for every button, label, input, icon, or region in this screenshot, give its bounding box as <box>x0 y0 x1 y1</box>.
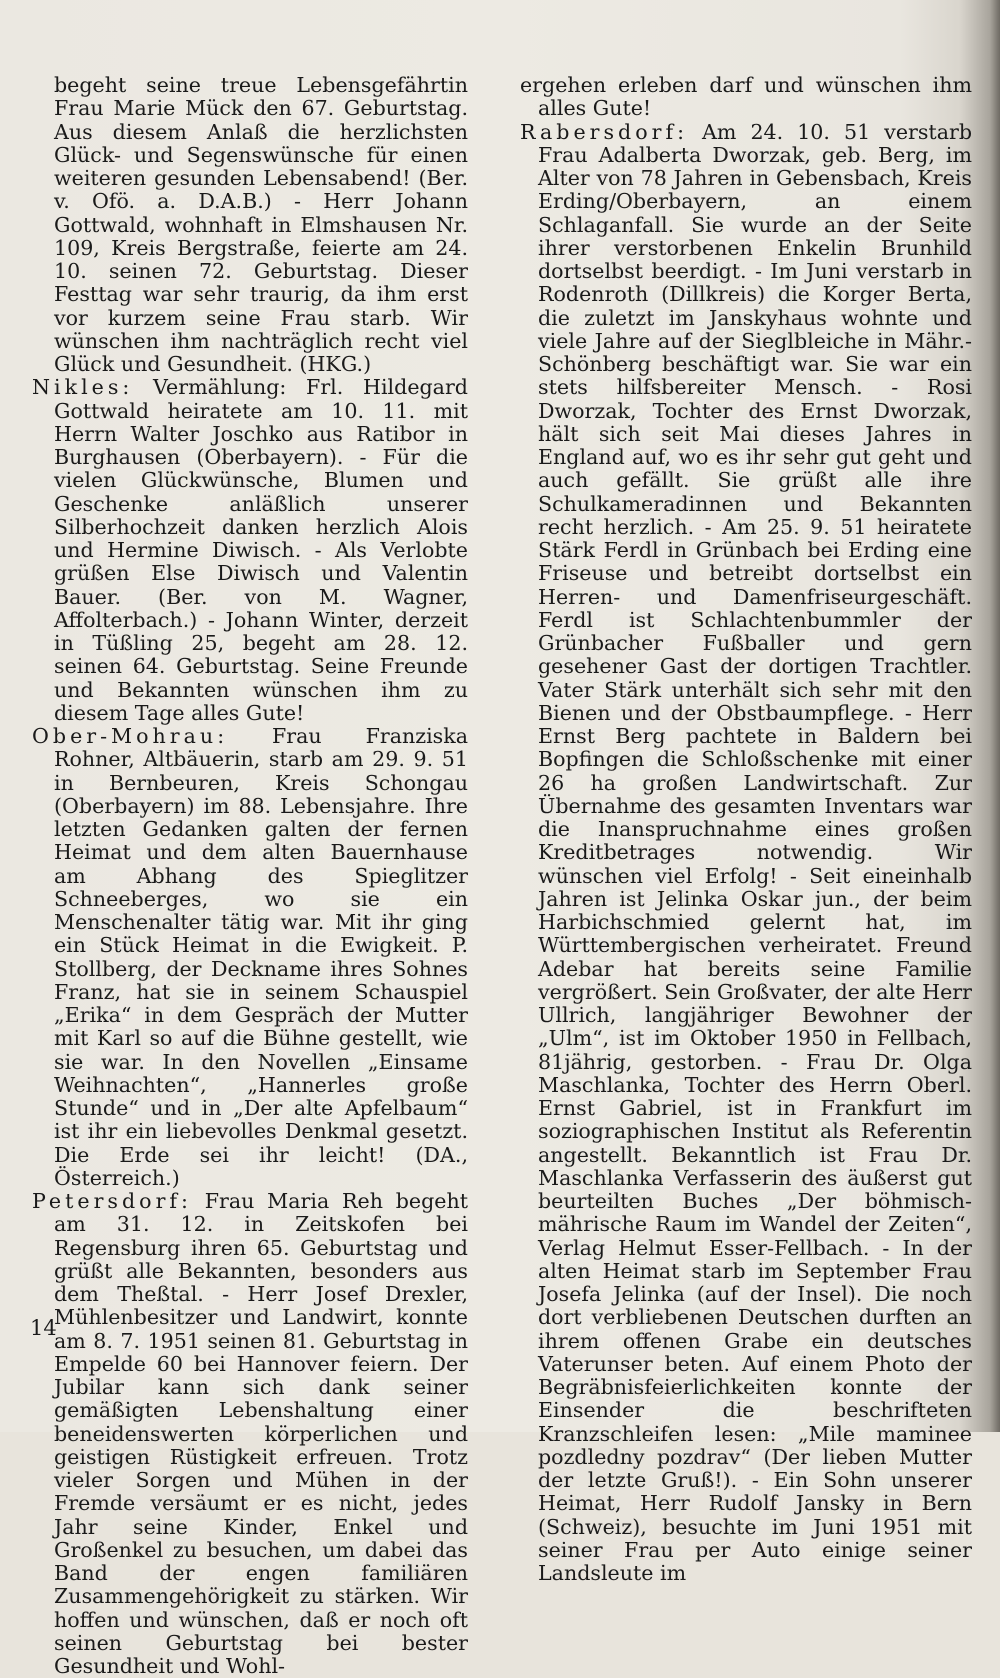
place-heading: Rabersdorf: <box>520 119 689 144</box>
right-continuation-paragraph <box>520 74 972 121</box>
entry-text: Am 24. 10. 51 verstarb Frau Adalberta Dworzak, geb. Berg, im Alter von 78 Jahren in Gebensbach, Kreis Erding/Oberbayern, an einem Schlaganfall. Sie wurde an der Seite ihrer verstorbenen Enkelin Brunhild dortselbst beerdigt. - Im Juni verstarb in Rodenroth (Dillkreis) die Korger Berta, die zuletzt im Janskyhaus wohnte und viele Jahre auf der Sieglbleiche in Mähr.-Schönberg beschäftigt war. Sie war ein stets hilfsbereiter Mensch. - Rosi Dworzak, Tochter des Ernst Dworzak, hält sich seit Mai dieses Jahres in England auf, wo es ihr sehr gut geht und auch gefällt. Sie grüßt alle ihre Schulkameradinnen und Bekannten recht herzlich. - Am 25. 9. 51 heiratete Stärk Ferdl in Grünbach bei Erding eine Friseuse und betreibt dortselbst ein Herren- und Damenfriseurgeschäft. Ferdl ist Schlachtenbummler der Grünbacher Fußballer und gern gesehener Gast der dortigen Trachtler. Vater Stärk unterhält sich sehr mit den Bienen und der Obstbaumpflege. - Herr Ernst Berg pachtete in Baldern bei Bopfingen die Schloßschenke mit einer 26 ha großen Landwirtschaft. Zur Übernahme des gesamten Inventars war die Inanspruchnahme eines großen Kreditbetrages notwendig. Wir wünschen viel Erfolg! - Seit eineinhalb Jahren ist Jelinka Oskar jun., der beim Harbichschmied gelernt hat, im Württembergischen verheiratet. Freund Adebar hat bereits seine Familie vergrößert. Sein Großvater, der alte Herr Ullrich, langjähriger Bewohner der „Ulm“, ist im Oktober 1950 in Fellbach, 81jährig, gestorben. - Frau Dr. Olga Maschlanka, Tochter des Herrn Oberl. Ernst Gabriel, ist in Frankfurt im soziographischen Institut als Referentin angestellt. Bekanntlich ist Frau Dr. Maschlanka Verfasserin des äußerst gut beurteilten Buches „Der böhmisch-mährische Raum im Wandel der Zeiten“, Verlag Helmut Esser-Fellbach. - In der alten Heimat starb im September Frau Josefa Jelinka (auf der Insel). Die noch dort verbliebenen Deutschen durften an ihrem offenen Grabe ein deutsches Vaterunser beten. Auf einem Photo der Begräbnisfeierlichkeiten konnte der Einsender die beschrifteten Kranzschleifen lesen: „Mile maminee pozdledny pozdrav“ (Der lieben Mutter der letzte Gruß!). - Ein Sohn unserer Heimat, Herr Rudolf Jansky in Bern (Schweiz), besuchte im Juni 1951 mit seiner Frau per Auto einige seiner Landsleute im <box>538 119 972 1585</box>
entry-text: Frau Maria Reh begeht am 31. 12. in Zeitskofen bei Regensburg ihren 65. Geburtstag und grüßt alle Bekannten, besonders aus dem Theßtal. - Herr Josef Drexler, Mühlenbesitzer und Landwirt, konnte am 8. 7. 1951 seinen 81. Geburtstag in Empelde 60 bei Hannover feiern. Der Jubilar kann sich dank seiner gemäßigten Lebenshaltung einer beneidenswerten körperlichen und geistigen Rüstigkeit erfreuen. Trotz vieler Sorgen und Mühen in der Fremde versäumt er es nicht, jedes Jahr seine Kinder, Enkel und Großenkel zu besuchen, um dabei das Band der engen familiären Zusammengehörigkeit zu stärken. Wir hoffen und wünschen, daß er noch oft seinen Geburtstag bei bester Gesundheit und Wohl- <box>54 1189 468 1678</box>
paragraph-text: ergehen erleben darf und wünschen ihm alles Gute! <box>520 73 972 121</box>
entry-rabersdorf <box>520 121 972 1586</box>
paragraph-text: begeht seine treue Lebensgefährtin Frau Marie Mück den 67. Geburtstag. Aus diesem Anlaß die herzlichsten Glück- und Segenswünsche für einen weiteren gesunden Lebensabend! (Ber. v. Ofö. a. D.A.B.) - Herr Johann Gottwald, wohnhaft in Elmshausen Nr. 109, Kreis Bergstraße, feierte am 24. 10. seinen 72. Geburtstag. Dieser Festtag war sehr traurig, da ihm erst vor kurzem seine Frau starb. Wir wünschen ihm nachträglich recht viel Glück und Gesundheit. (HKG.) <box>54 73 468 376</box>
entry-nikles <box>32 376 468 725</box>
left-column <box>32 74 468 1678</box>
place-heading: Ober-Mohrau: <box>32 724 229 748</box>
left-continuation-paragraph <box>32 74 468 376</box>
place-heading: Nikles: <box>32 375 134 400</box>
page-number: 14 <box>30 1316 57 1340</box>
entry-ober-mohrau <box>32 725 468 1190</box>
place-heading: Petersdorf: <box>32 1189 192 1213</box>
right-column <box>520 74 972 1585</box>
entry-petersdorf <box>32 1190 468 1678</box>
entry-text: Frau Franziska Rohner, Altbäuerin, starb am 29. 9. 51 in Bernbeuren, Kreis Schongau (Oberbayern) im 88. Lebensjahre. Ihre letzten Gedanken galten der fernen Heimat und dem alten Bauernhause am Abhang des Spieglitzer Schneeberges, wo sie ein Menschenalter tätig war. Mit ihr ging ein Stück Heimat in die Ewigkeit. P. Stollberg, der Deckname ihres Sohnes Franz, hat sie in seinem Schauspiel „Erika“ in dem Gespräch der Mutter mit Karl so auf die Bühne gestellt, wie sie war. In den Novellen „Einsame Weihnachten“, „Hannerles große Stunde“ und in „Der alte Apfelbaum“ ist ihr ein liebevolles Denkmal gesetzt. Die Erde sei ihr leicht! (DA., Österreich.) <box>54 724 468 1190</box>
entry-text: Vermählung: Frl. Hildegard Gottwald heiratete am 10. 11. mit Herrn Walter Joschko aus Ratibor in Burghausen (Oberbayern). - Für die vielen Glückwünsche, Blumen und Geschenke anläßlich unserer Silberhochzeit danken herzlich Alois und Hermine Diwisch. - Als Verlobte grüßen Else Diwisch und Valentin Bauer. (Ber. von M. Wagner, Affolterbach.) - Johann Winter, derzeit in Tüßling 25, begeht am 28. 12. seinen 64. Geburtstag. Seine Freunde und Bekannten wünschen ihm zu diesem Tage alles Gute! <box>54 375 468 725</box>
